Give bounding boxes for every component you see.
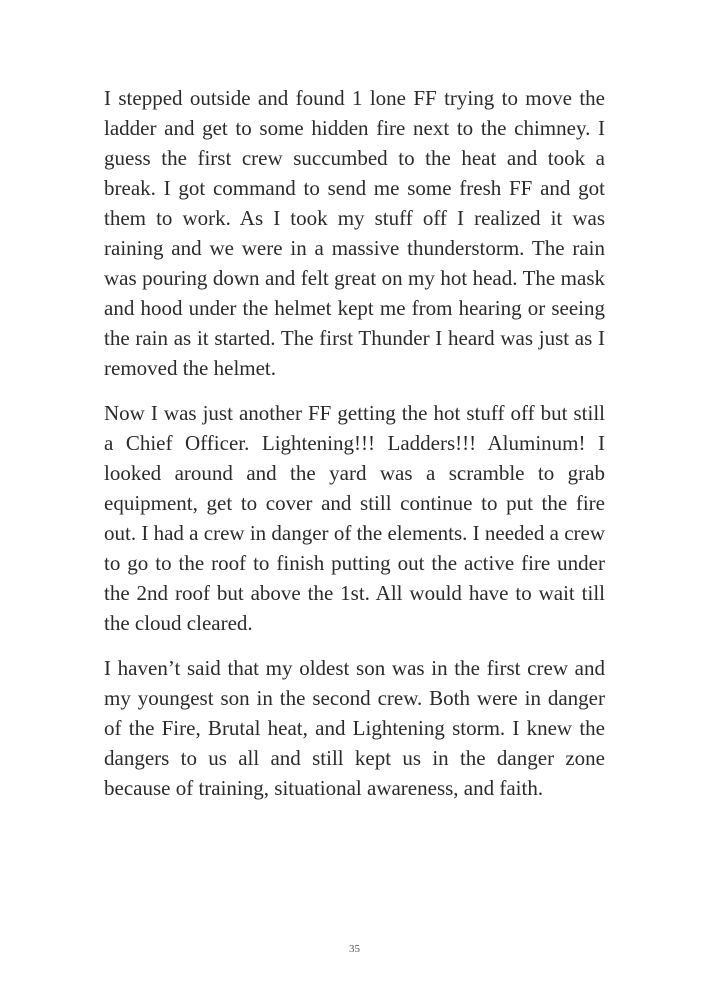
paragraph-3: I haven’t said that my oldest son was in the first crew and my youngest son in the second crew. Both were in danger of the Fire, Brutal heat, and Lightening storm. I knew the dangers to us all and still kept us in the danger zone because of training, situational awareness, and faith. xyxy=(104,656,605,800)
page-number: 35 xyxy=(349,943,360,955)
paragraph-2: Now I was just another FF getting the hot stuff off but still a Chief Officer. Lightening!!! Ladders!!! Aluminum! I looked around and the yard was a scramble to grab equipment, get to cover and still continue to put the fire out. I had a crew in danger of the elements. I needed a crew to go to the roof to finish putting out the active fire under the 2nd roof but above the 1st. All would have to wait till the cloud cleared. xyxy=(104,401,605,635)
body-text xyxy=(104,83,605,818)
paragraph-1: I stepped outside and found 1 lone FF trying to move the ladder and get to some hidden fire next to the chimney. I guess the first crew succumbed to the heat and took a break. I got command to send me some fresh FF and got them to work. As I took my stuff off I realized it was raining and we were in a massive thunderstorm. The rain was pouring down and felt great on my hot head. The mask and hood under the helmet kept me from hearing or seeing the rain as it started. The first Thunder I heard was just as I removed the helmet. xyxy=(104,86,605,380)
